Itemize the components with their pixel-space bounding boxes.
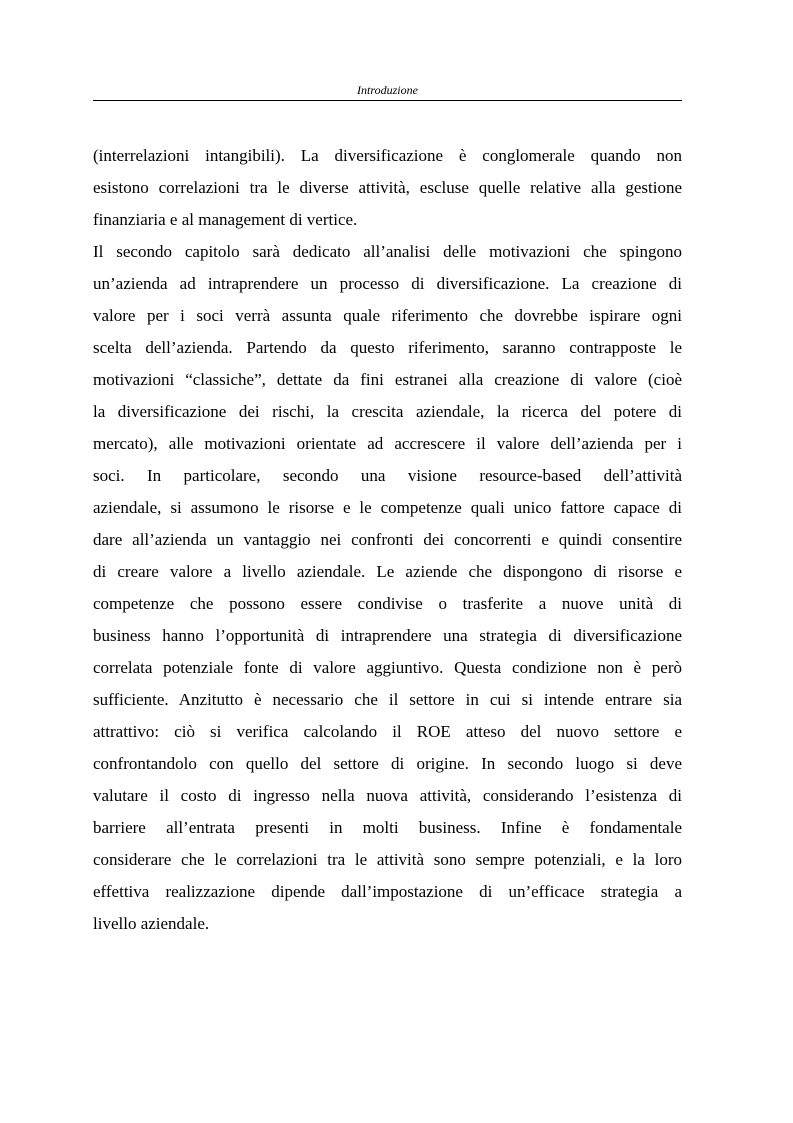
text-line: motivazioni “classiche”, dettate da fini estranei alla creazione di valore (cioè xyxy=(93,370,682,389)
text-line: la diversificazione dei rischi, la crescita aziendale, la ricerca del potere di xyxy=(93,402,682,421)
text-line: aziendale, si assumono le risorse e le competenze quali unico fattore capace di xyxy=(93,498,682,517)
text-line: un’azienda ad intraprendere un processo di diversificazione. La creazione di xyxy=(93,274,682,293)
text-line: competenze che possono essere condivise o trasferite a nuove unità di xyxy=(93,594,682,613)
text-line: valutare il costo di ingresso nella nuova attività, considerando l’esistenza di xyxy=(93,786,682,805)
text-line: Il secondo capitolo sarà dedicato all’analisi delle motivazioni che spingono xyxy=(93,242,682,261)
body-text xyxy=(93,140,682,940)
text-line: effettiva realizzazione dipende dall’impostazione di un’efficace strategia a xyxy=(93,882,682,901)
text-line: dare all’azienda un vantaggio nei confronti dei concorrenti e quindi consentire xyxy=(93,530,682,549)
text-line: (interrelazioni intangibili). La diversificazione è conglomerale quando non xyxy=(93,146,682,165)
paragraph-1 xyxy=(93,140,682,236)
text-line: confrontandolo con quello del settore di origine. In secondo luogo si deve xyxy=(93,754,682,773)
text-line: considerare che le correlazioni tra le attività sono sempre potenziali, e la loro xyxy=(93,850,682,869)
page-header xyxy=(93,82,682,101)
text-line: finanziaria e al management di vertice. xyxy=(93,210,358,229)
paragraph-2 xyxy=(93,236,682,940)
text-line: esistono correlazioni tra le diverse attività, escluse quelle relative alla gestione xyxy=(93,178,682,197)
text-line: business hanno l’opportunità di intraprendere una strategia di diversificazione xyxy=(93,626,682,645)
text-line: valore per i soci verrà assunta quale riferimento che dovrebbe ispirare ogni xyxy=(93,306,682,325)
text-line: livello aziendale. xyxy=(93,914,210,933)
text-line: soci. In particolare, secondo una visione resource-based dell’attività xyxy=(93,466,682,485)
header-title: Introduzione xyxy=(357,83,418,97)
text-line: barriere all’entrata presenti in molti business. Infine è fondamentale xyxy=(93,818,682,837)
text-line: attrattivo: ciò si verifica calcolando il ROE atteso del nuovo settore e xyxy=(93,722,682,741)
text-line: di creare valore a livello aziendale. Le aziende che dispongono di risorse e xyxy=(93,562,682,581)
text-line: correlata potenziale fonte di valore aggiuntivo. Questa condizione non è però xyxy=(93,658,682,677)
text-line: scelta dell’azienda. Partendo da questo riferimento, saranno contrapposte le xyxy=(93,338,682,357)
text-line: sufficiente. Anzitutto è necessario che il settore in cui si intende entrare sia xyxy=(93,690,682,709)
text-line: mercato), alle motivazioni orientate ad accrescere il valore dell’azienda per i xyxy=(93,434,682,453)
